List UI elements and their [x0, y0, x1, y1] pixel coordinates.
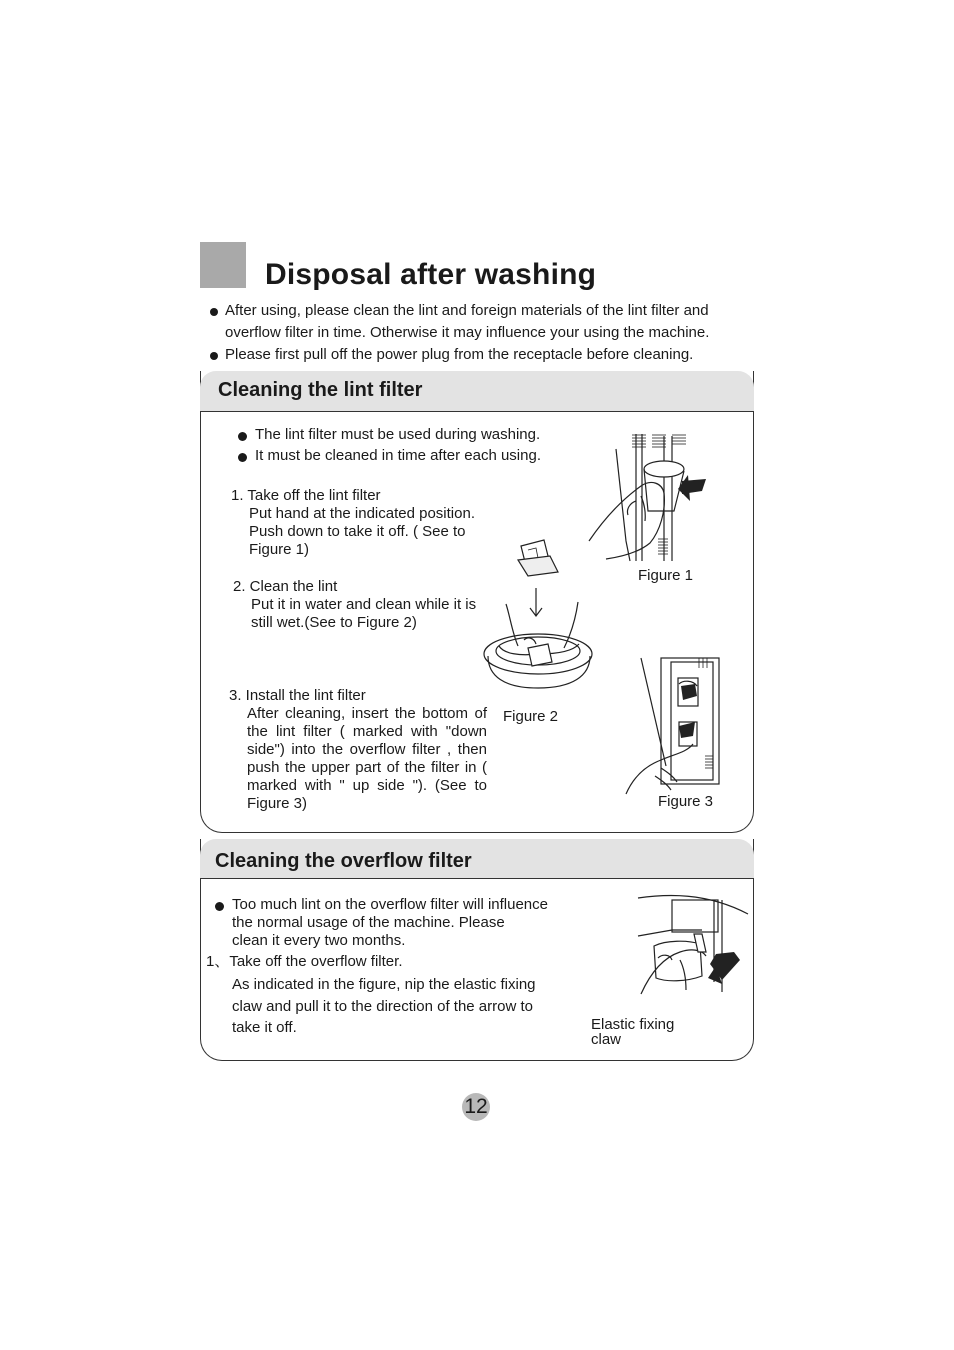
section-heading: Cleaning the overflow filter — [215, 850, 472, 872]
overflow-step-text — [232, 974, 536, 1039]
step-heading: 3. Install the lint filter — [229, 687, 366, 704]
page-number: 12 — [464, 1095, 488, 1118]
step-text: Put it in water and clean while it is — [251, 596, 477, 613]
section-heading: Cleaning the lint filter — [218, 379, 423, 401]
step-text: Put hand at the indicated position. — [249, 505, 475, 522]
bullet-line: the normal usage of the machine. Please — [232, 914, 505, 931]
step-1 — [231, 487, 475, 559]
lint-bullet: It must be cleaned in time after each using. — [238, 447, 541, 465]
figure-1-illustration — [586, 431, 711, 566]
figure-1-caption: Figure 1 — [638, 567, 694, 584]
intro-notes — [208, 300, 768, 366]
overflow-step-heading: 1、Take off the overflow filter. — [206, 953, 403, 970]
bullet-line: clean it every two months. — [232, 932, 406, 949]
overflow-filter-section — [200, 839, 754, 1061]
step-text: still wet.(See to Figure 2) — [251, 614, 417, 631]
elastic-claw-caption — [591, 1017, 674, 1047]
lint-bullet: The lint filter must be used during washing. — [238, 426, 541, 444]
step-text: After cleaning, insert the bottom of the lint filter ( marked with "down side") into the overflow filter , then push the upper part of the filter in ( marked with " up side "). (See to Figure 3) — [247, 705, 487, 812]
overflow-filter-illustration — [636, 894, 751, 999]
step-heading: 2. Clean the lint — [233, 578, 338, 595]
step-2 — [233, 578, 476, 632]
intro-note: Please first pull off the power plug from the receptacle before cleaning. — [208, 344, 768, 366]
title-marker — [200, 242, 246, 288]
section-header — [200, 839, 754, 879]
figure-2-illustration — [484, 536, 604, 696]
caption-line: Elastic fixing — [591, 1016, 675, 1033]
lint-bullets — [238, 426, 541, 465]
step-text: Push down to take it off. ( See to — [249, 523, 466, 540]
section-header — [200, 371, 754, 412]
intro-note: After using, please clean the lint and foreign materials of the lint filter and overflow filter in time. Otherwise it may influence your using the machine. — [208, 300, 768, 344]
page-title: Disposal after washing — [265, 258, 597, 291]
step-text: Figure 1) — [249, 541, 310, 558]
step-line: take it off. — [232, 1019, 297, 1036]
step-3 — [229, 687, 487, 813]
figure-3-caption: Figure 3 — [658, 793, 714, 810]
step-line: claw and pull it to the direction of the arrow to — [232, 997, 533, 1015]
step-line: As indicated in the figure, nip the elastic fixing — [232, 976, 536, 993]
figure-3-illustration — [621, 656, 726, 796]
step-heading: 1. Take off the lint filter — [231, 487, 381, 504]
lint-filter-section — [200, 371, 754, 833]
bullet-line: Too much lint on the overflow filter will influence — [215, 896, 548, 914]
figure-2-caption: Figure 2 — [503, 708, 559, 725]
overflow-bullet — [215, 896, 548, 950]
caption-line: claw — [591, 1031, 622, 1048]
